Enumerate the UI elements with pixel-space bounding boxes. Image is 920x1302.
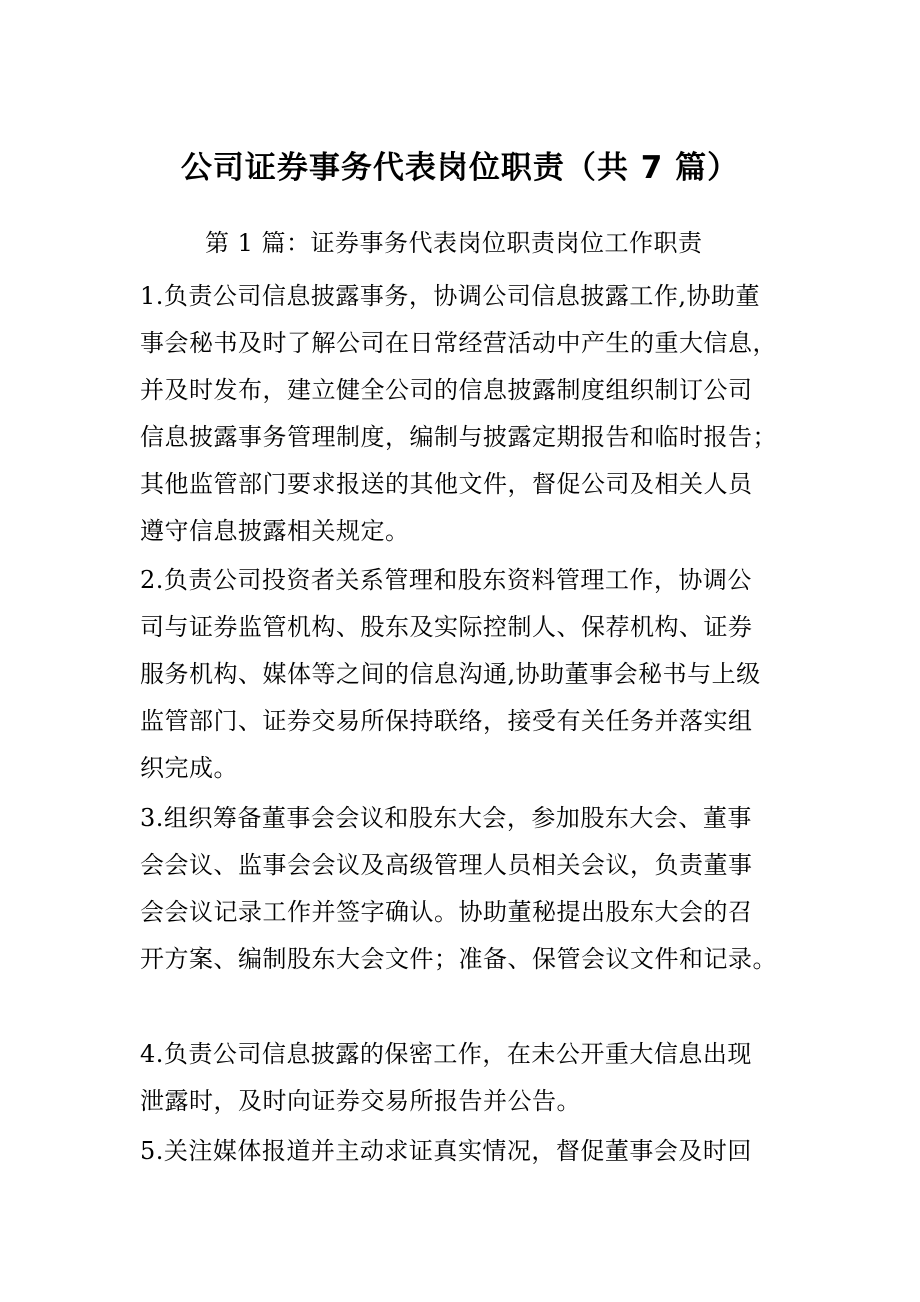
body-line: 监管部门、证券交易所保持联络，接受有关任务并落实组 [140,707,753,735]
body-line: 泄露时，及时向证券交易所报告并公告。 [140,1087,581,1115]
body-line: 3.组织筹备董事会会议和股东大会，参加股东大会、董事 [140,804,752,832]
body-line: 信息披露事务管理制度，编制与披露定期报告和临时报告； [140,423,777,451]
body-line: 2.负责公司投资者关系管理和股东资料管理工作，协调公 [140,566,752,594]
body-line: 会会议、监事会会议及高级管理人员相关会议，负责董事 [140,851,753,879]
body-line: 会会议记录工作并签字确认。协助董秘提出股东大会的召 [140,898,753,926]
body-line: 织完成。 [140,754,238,782]
body-line: 5.关注媒体报道并主动求证真实情况，督促董事会及时回 [140,1137,752,1165]
body-line: 事会秘书及时了解公司在日常经营活动中产生的重大信息， [140,329,777,357]
body-line: 1.负责公司信息披露事务，协调公司信息披露工作,协助董 [140,282,761,310]
body-line: 并及时发布，建立健全公司的信息披露制度组织制订公司 [140,376,753,404]
body-line: 遵守信息披露相关规定。 [140,517,410,545]
section-heading: 第 1 篇：证券事务代表岗位职责岗位工作职责 [205,229,703,257]
body-line: 司与证券监管机构、股东及实际控制人、保荐机构、证券 [140,613,753,641]
body-line: 4.负责公司信息披露的保密工作，在未公开重大信息出现 [140,1040,752,1068]
body-line: 服务机构、媒体等之间的信息沟通,协助董事会秘书与上级 [140,660,761,688]
document-title: 公司证券事务代表岗位职责（共 7 篇） [180,150,740,186]
body-line: 其他监管部门要求报送的其他文件，督促公司及相关人员 [140,470,753,498]
body-line: 开方案、编制股东大会文件；准备、保管会议文件和记录。 [140,945,777,973]
